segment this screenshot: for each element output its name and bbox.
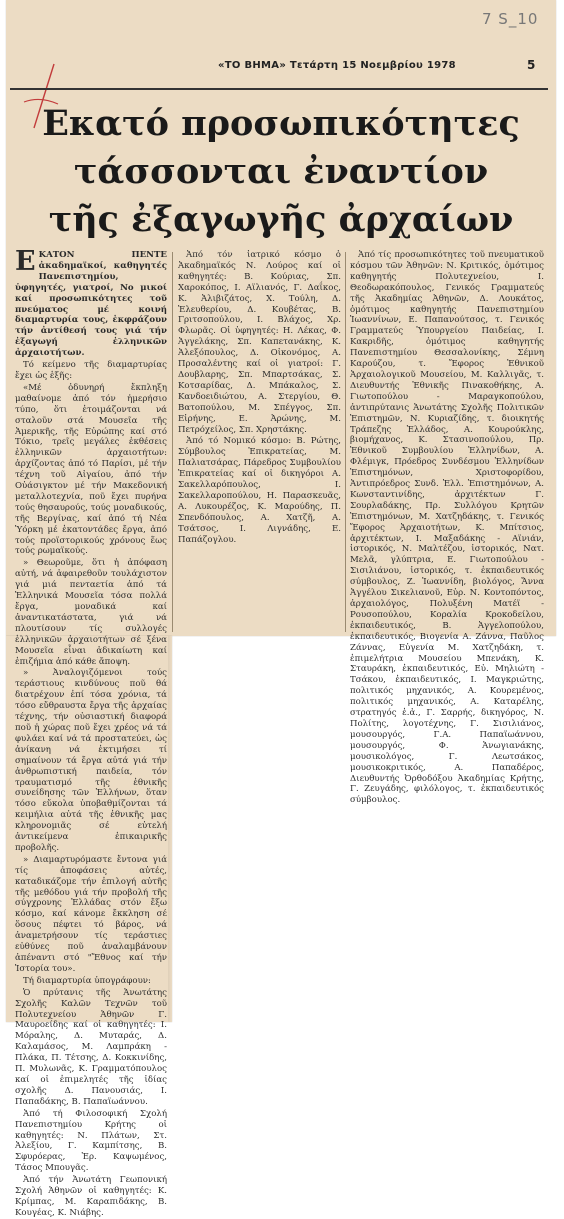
article-paragraph: Ἀπό τήν Ἀνωτάτη Γεωπονική Σχολή Ἀθηνῶν οἱ καθηγητές: Κ. Κρίμπας, Μ. Καραπιδάκης, Β. Κουγέας, Κ. Νιάβης. bbox=[15, 1175, 167, 1218]
article-paragraph: Τή διαμαρτυρία ὑπογράφουν: bbox=[23, 975, 151, 986]
article-paragraph: Ἀπό τό Νομικό κόσμο: Β. Ρώτης, Σύμβουλος Ἐπικρατείας, Μ. Παλιατσάρας, Πάρεδρος Συμβουλίου Ἐπικρατείας καί οἱ δικηγόροι Α. Σακελλαρόπουλος, Ι. Σακελλαροπούλου, Η. Παρασκευᾶς, Α. Λυκουρέζος, Κ. Μαρούδης, Π. Σπενδόπουλος, Α. Χατζῆ, Α. Τσάτσος, Ι. Λιγνάδης, Ε. Παπάζογλου. bbox=[178, 436, 341, 545]
handwritten-annotation: 7 S_10 bbox=[482, 10, 539, 28]
column-divider bbox=[345, 252, 346, 632]
article-column-1 bbox=[15, 246, 167, 1218]
article-column-2 bbox=[178, 250, 341, 635]
headline-line-3: τῆς ἐξαγωγῆς ἀρχαίων bbox=[48, 199, 514, 240]
headline bbox=[14, 100, 548, 244]
article-paragraph: » Διαμαρτυρόμαστε ἔντονα γιά τίς ἀποφάσεις αὐτές, καταδικάζομε τήν ἐπιλογή αὐτῆς τῆς μεθόδου γιά τήν προβολή τῆς σύγχρονης Ἑλλάδας στόν ἔξω κόσμο, καί κάνομε ἔκκληση σέ ὅσους πέφτει τό βάρος, νά ἀναμετρήσουν τίς τεράστιες εὐθύνες ποῦ ἀναλαμβάνουν ἀπέναντι στό "Ἔθνος καί τήν Ἱστορία του». bbox=[15, 854, 167, 974]
lead-paragraph bbox=[15, 246, 167, 359]
article-paragraph: «Μέ ὀδυνηρή ἔκπληξη μαθαίνομε ἀπό τόν ἡμερήσιο τύπο, ὅτι ἑτοιμάζονται νά σταλοῦν στά Μουσεῖα τῆς Ἀμερικῆς, τῆς Εὐρώπης καί στό Τόκιο, τρεῖς μεγάλες ἐκθέσεις ἑλληνικῶν ἀρχαιοτήτων: ἀρχίζοντας ἀπό τό Παρίσι, μέ τήν τέχνη τοῦ Αἰγαίου, ἀπό τήν Οὐάσιγκτον μέ τήν Μακεδονική μεταλλοτεχνία, ποῦ ἔχει πυρήνα τούς θησαυρούς, τούς μοναδικούς, τῆς Βεργίνας, καί ἀπό τή Νέα Ὑόρκη μέ ἑκατοντάδες ἔργα, ἀπό τούς προϊστορικούς χρόνους ἕως τούς ρωμαϊκούς. bbox=[15, 382, 167, 557]
headline-line-1: Εκατό προσωπικότητες bbox=[42, 103, 520, 144]
lead-text: ΚΑΤΟΝ ΠΕΝΤΕ ἀκαδημαϊκοί, καθηγητές Πανεπιστημίου, ὑφηγητές, γιατροί, Νο μικοί καί προσωπικότητες τοῦ πνεύματος μέ κοινή διαμαρτυρία τους, ἐκφράζουν τήν ἀντίθεσή τους γιά τήν ἐξαγωγή ἑλληνικῶν ἀρχαιοτήτων. bbox=[15, 250, 167, 359]
article-paragraph: » Θεωροῦμε, ὅτι ἡ ἀπόφαση αὐτή, νά ἀφαιρεθοῦν τουλάχιστον γιά μιά πενταετία ἀπό τά Ἑλληνικά Μουσεῖα τόσα πολλά ἔργα, μοναδικά καί ἀναντικατάστατα, γιά νά πλουτίσουν τίς συλλογές ἑλληνικῶν ἀρχαιοτήτων σέ ξένα Μουσεῖα εἶναι ἀδικαίωτη καί ἐπιζήμια ἀπό κάθε ἄποψη. bbox=[15, 558, 167, 667]
headline-line-2: τάσσονται ἐναντίον bbox=[73, 151, 489, 192]
article-paragraph: Ὁ πρύτανις τῆς Ἀνωτάτης Σχολῆς Καλῶν Τεχνῶν τοῦ Πολυτεχνείου Ἀθηνῶν Γ. Μαυροείδης καί οἱ καθηγητές: Ι. Μόραλης, Δ. Μυταράς, Δ. Καλαμάσος, Μ. Λαμπράκη - Πλάκα, Π. Τέτσης, Δ. Κοκκινίδης, Π. Μυλωνᾶς, Κ. Γραμματόπουλος καί οἱ ἐπιμελητές τῆς ἰδίας σχολῆς Δ. Πανουσιάς, Ι. Παπαδάκης, Β. Παπαϊωάννου. bbox=[15, 987, 167, 1107]
drop-cap: Ε bbox=[15, 246, 36, 277]
header-rule bbox=[10, 88, 548, 90]
article-paragraph: Τό κείμενο τῆς διαμαρτυρίας ἔχει ὡς ἑξῆς: bbox=[15, 360, 167, 381]
article-paragraph: » Ἀναλογιζόμενοι τούς τεράστιους κινδύνους ποῦ θά διατρέχουν ἐπί τόσα χρόνια, τά τόσο εὔθραυστα ἔργα τῆς ἀρχαίας τέχνης, τήν οὐσιαστική διαφορά ποῦ ἡ χώρας ποῦ ἔχει χρέος νά τά φυλάει καί νά τά προστατεύει, ὡς ἀνίκανη νά ἐκτιμήσει τί σημαίνουν τά ἔργα αὐτά γιά τήν ἀνθρωπιστική παιδεία, τόν τραυματισμό τῆς ἐθνικῆς συνείδησης τῶν Ἑλλήνων, ὅταν τόσο εὔκολα ὑποβαθμίζονται τά κειμήλια αὐτά τῆς ἐθνικῆς μας κληρονομιᾶς σέ εὐτελή ἀντικείμενα ἐπικαιρικῆς προβολῆς. bbox=[15, 668, 167, 853]
article-paragraph: Ἀπό τίς προσωπικότητες τοῦ πνευματικοῦ κόσμου τῶν Ἀθηνῶν: Ν. Κριτικός, ὁμότιμος καθηγητής Πολυτεχνείου, Ι. Θεοδωρακόπουλος, Γενικός Γραμματεύς τῆς Ἀκαδημίας Ἀθηνῶν, Δ. Λουκάτος, ὁμότιμος καθηγητής Πανεπιστημίου Ἰωαννίνων, Ε. Παπανούτσος, τ. Γενικός Γραμματεύς Ὑπουργείου Παιδείας, Ι. Κακριδῆς, ὁμότιμος καθηγητής Πανεπιστημίου Θεσσαλονίκης, Σέμνη Καρούζου, τ. Ἔφορος Ἐθνικοῦ Ἀρχαιολογικοῦ Μουσείου, Μ. Καλλιγᾶς, τ. Διευθυντής Ἐθνικῆς Πινακοθήκης, Α. Γιωτοπούλου - Μαραγκοπούλου, ἀντιπρύτανις Ἀνωτάτης Σχολῆς Πολιτικῶν Ἐπιστημῶν, Ν. Κυριαζίδης, τ. διοικητής Τράπεζης Ἑλλάδος, Α. Κουρούκλης, βιομήχανος, Κ. Στασινοπούλου, Πρ. Ἐθνικοῦ Συμβουλίου Ἑλληνίδων, Α. Φλέμιγκ, Πρόεδρος Συνδέσμου Ἑλληνίδων Ἐπιστημόνων, Χριστοφορίδου, Ἀντιπρόεδρος Συνδ. Ἑλλ. Ἐπιστημόνων, Α. Κωνσταντινίδης, ἀρχιτέκτων Γ. Σουρλαδάκης, Πρ. Συλλόγου Κρητῶν Ἐπιστημόνων, Μ. Χατζηδάκης, τ. Γενικός Ἔφορος Ἀρχαιοτήτων, Κ. Μπίτσιος, ἀρχιτέκτων, Ι. Μαξαδάκης - Αϊνιάν, ἰστορικός, Ν. Μαλτέζου, ἰστορικός, Νατ. Μελᾶ, γλύπτρια, Ε. Γιωτοπούλου - Σισιλιάνου, ἱστορικός, τ. ἐκπαιδευτικός σύμβουλος, Ζ. Ἰωαννίδη, βιολόγος, Ἄννα Ἀγγέλου Σικελιανοῦ, Εὐρ. Ν. Κοντοπόντος, ἀρχαιολόγος, Πολυξένη Ματέϊ - Ρουσοπούλου, Κοραλία Κροκοδείλου, ἐκπαιδευτικός, Β. Ἀγγελοπούλου, ἐκπαιδευτικός, Βιογενία Α. Ζάννα, Παῦλος Ζάννας, Εὐγενία Μ. Χατζηδάκη, τ. ἐπιμελήτρια Μουσείου Μπενάκη, Κ. Σταυράκη, ἐκπαιδευτικός, Εὐ. Μηλιώτη - Τσάκου, ἐκπαιδευτικός, Ι. Μαγκριώτης, πολιτικός μηχανικός, Α. Κουρεμένος, πολιτικός μηχανικός, Α. Καταρέλης, στρατηγός ἐ.ἀ., Γ. Σαρρής, δικηγόρος, Ν. Πολίτης, λογοτέχνης, Γ. Σισιλιάνος, μουσουργός, Γ.Α. Παπαϊωάννου, μουσουργός, Φ. Ἀνωγιανάκης, μουσικολόγος, Γ. Λεωτσάκος, μουσικοκριτικός, Α. Παπαδέρος, Διευθυντής Ὀρθοδόξου Ἀκαδημίας Κρήτης, Γ. Ζευγάδης, φιλόλογος, τ. ἐκπαιδευτικός σύμβουλος. bbox=[350, 250, 544, 806]
article-column-3 bbox=[350, 250, 544, 806]
fold-shadow bbox=[168, 636, 172, 1022]
column-divider bbox=[172, 252, 173, 632]
article-paragraph: Ἀπό τή Φιλοσοφική Σχολή Πανεπιστημίου Κρήτης οἱ καθηγητές: Ν. Πλάτων, Στ. Ἀλεξίου, Γ. Καμπίτσης, Β. Σφυρόερας, Ἐρ. Καψωμένος, Τάσος Μπουγᾶς. bbox=[15, 1108, 167, 1174]
article-paragraph: Ἀπό τόν ἰατρικό κόσμο ὁ Ἀκαδημαϊκός Ν. Λούρος καί οἱ καθηγητές: Β. Κούριας, Σπ. Χαροκόπος, Ι. Αϊλιανός, Γ. Δαΐκος, Κ. Ἀλιβιζάτος, Χ. Τούλη, Δ. Ἐλευθερίου, Δ. Κουβέτας, Β. Γριτσοπούλου, Ι. Βλάχος, Χρ. Φλωρᾶς. Οἱ ὑφηγητές: Η. Λέκας, Φ. Ἀγγελάκης, Σπ. Καπετανάκης, Κ. Ἀλεξόπουλος, Δ. Οἰκονόμος, Α. Προσαλέντης καί οἱ γιατροί: Γ. Δουβλαρης, Σπ. Μπαρτσάκας, Σ. Κοτσαρίδας, Δ. Μπάκαλος, Σ. Κανδοειδιώτου, Α. Στεργίου, Θ. Βατοπούλου, Μ. Σπέγγος, Σπ. Εἰρήνης, Ε. Ἀρώνης, Μ. Πετρόχείλος, Σπ. Χρηστάκης. bbox=[178, 250, 341, 435]
masthead-date: «ΤΟ ΒΗΜΑ» Τετάρτη 15 Νοεμβρίου 1978 bbox=[218, 60, 456, 71]
page-number: 5 bbox=[527, 58, 536, 72]
